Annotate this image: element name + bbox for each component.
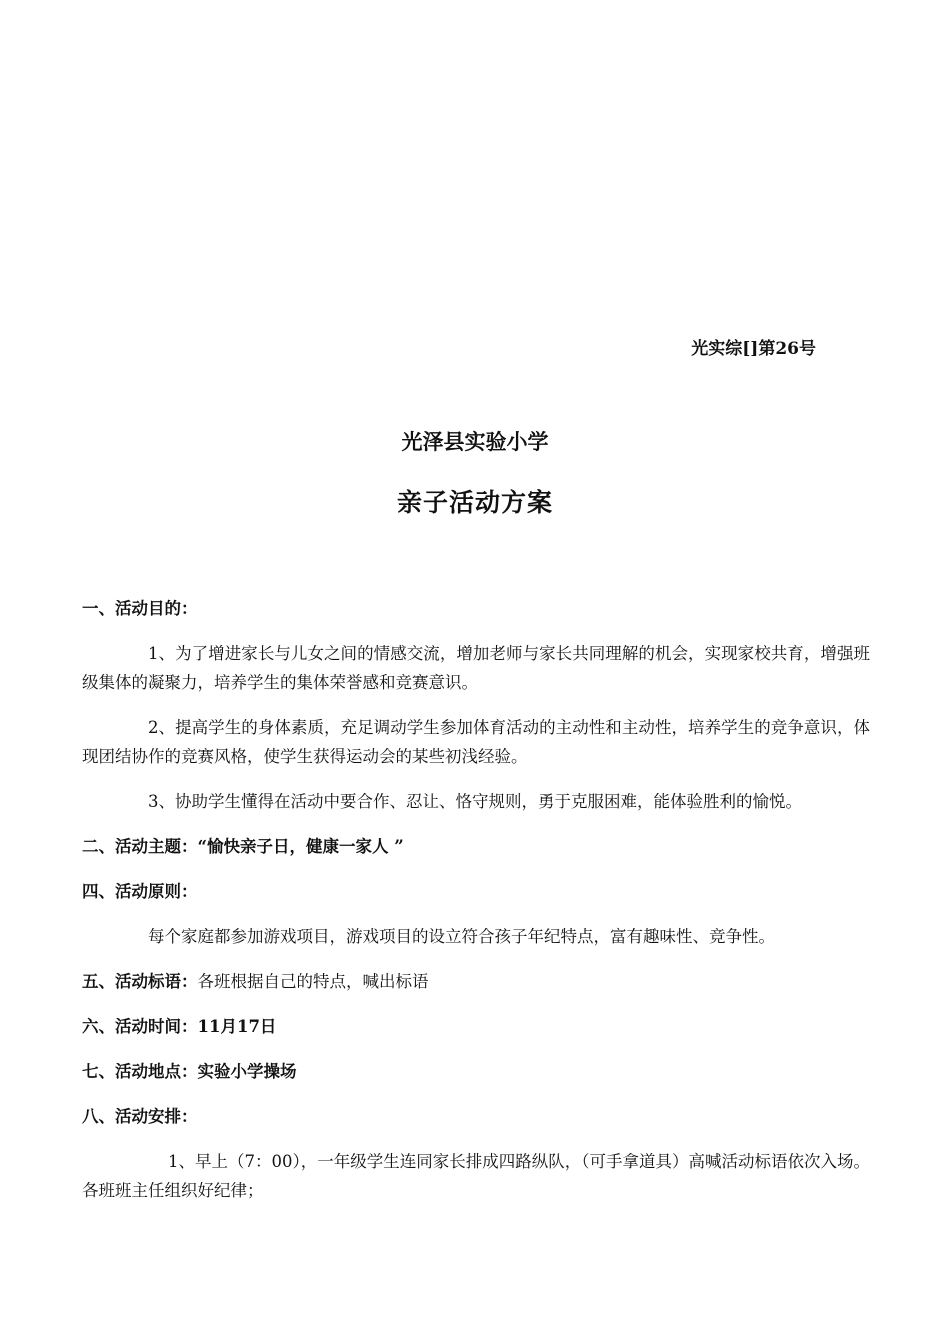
slogan-value: 各班根据自己的特点，喊出标语 <box>197 972 429 991</box>
section-heading-principle: 四、活动原则： <box>82 882 198 901</box>
document-number: 光实综[]第26号 <box>691 339 816 359</box>
section-heading-time: 六、活动时间： <box>82 1017 198 1036</box>
section-theme <box>82 832 870 861</box>
section-heading-purpose: 一、活动目的： <box>82 599 198 618</box>
section-time <box>82 1012 870 1041</box>
time-value: 11月17日 <box>197 1017 277 1036</box>
section-heading-location: 七、活动地点： <box>82 1062 198 1081</box>
purpose-item-3: 3、协助学生懂得在活动中要合作、忍让、恪守规则，勇于克服困难，能体验胜利的愉悦。 <box>148 792 802 811</box>
document-body <box>82 594 870 1221</box>
principle-text: 每个家庭都参加游戏项目，游戏项目的设立符合孩子年纪特点，富有趣味性、竞争性。 <box>148 927 775 946</box>
section-heading-theme: 二、活动主题： <box>82 837 198 856</box>
purpose-item-2: 2、提高学生的身体素质，充足调动学生参加体育活动的主动性和主动性，培养学生的竞争意识，体现团结协作的竞赛风格，使学生获得运动会的某些初浅经验。 <box>82 718 870 766</box>
section-location <box>82 1057 870 1086</box>
section-heading-arrangement: 八、活动安排： <box>82 1107 198 1126</box>
section-slogan <box>82 967 870 996</box>
section-heading-slogan: 五、活动标语： <box>82 972 198 991</box>
theme-value: “愉快亲子日，健康一家人 ” <box>197 837 404 856</box>
document-title: 亲子活动方案 <box>396 488 553 517</box>
school-name: 光泽县实验小学 <box>401 429 549 454</box>
purpose-item-1: 1、为了增进家长与儿女之间的情感交流，增加老师与家长共同理解的机会，实现家校共育，增强班级集体的凝聚力，培养学生的集体荣誉感和竞赛意识。 <box>82 644 870 692</box>
arrangement-item-1: 1、早上（7：00），一年级学生连同家长排成四路纵队，（可手拿道具）高喊活动标语依次入场。各班班主任组织好纪律； <box>82 1152 870 1200</box>
location-value: 实验小学操场 <box>197 1062 297 1081</box>
